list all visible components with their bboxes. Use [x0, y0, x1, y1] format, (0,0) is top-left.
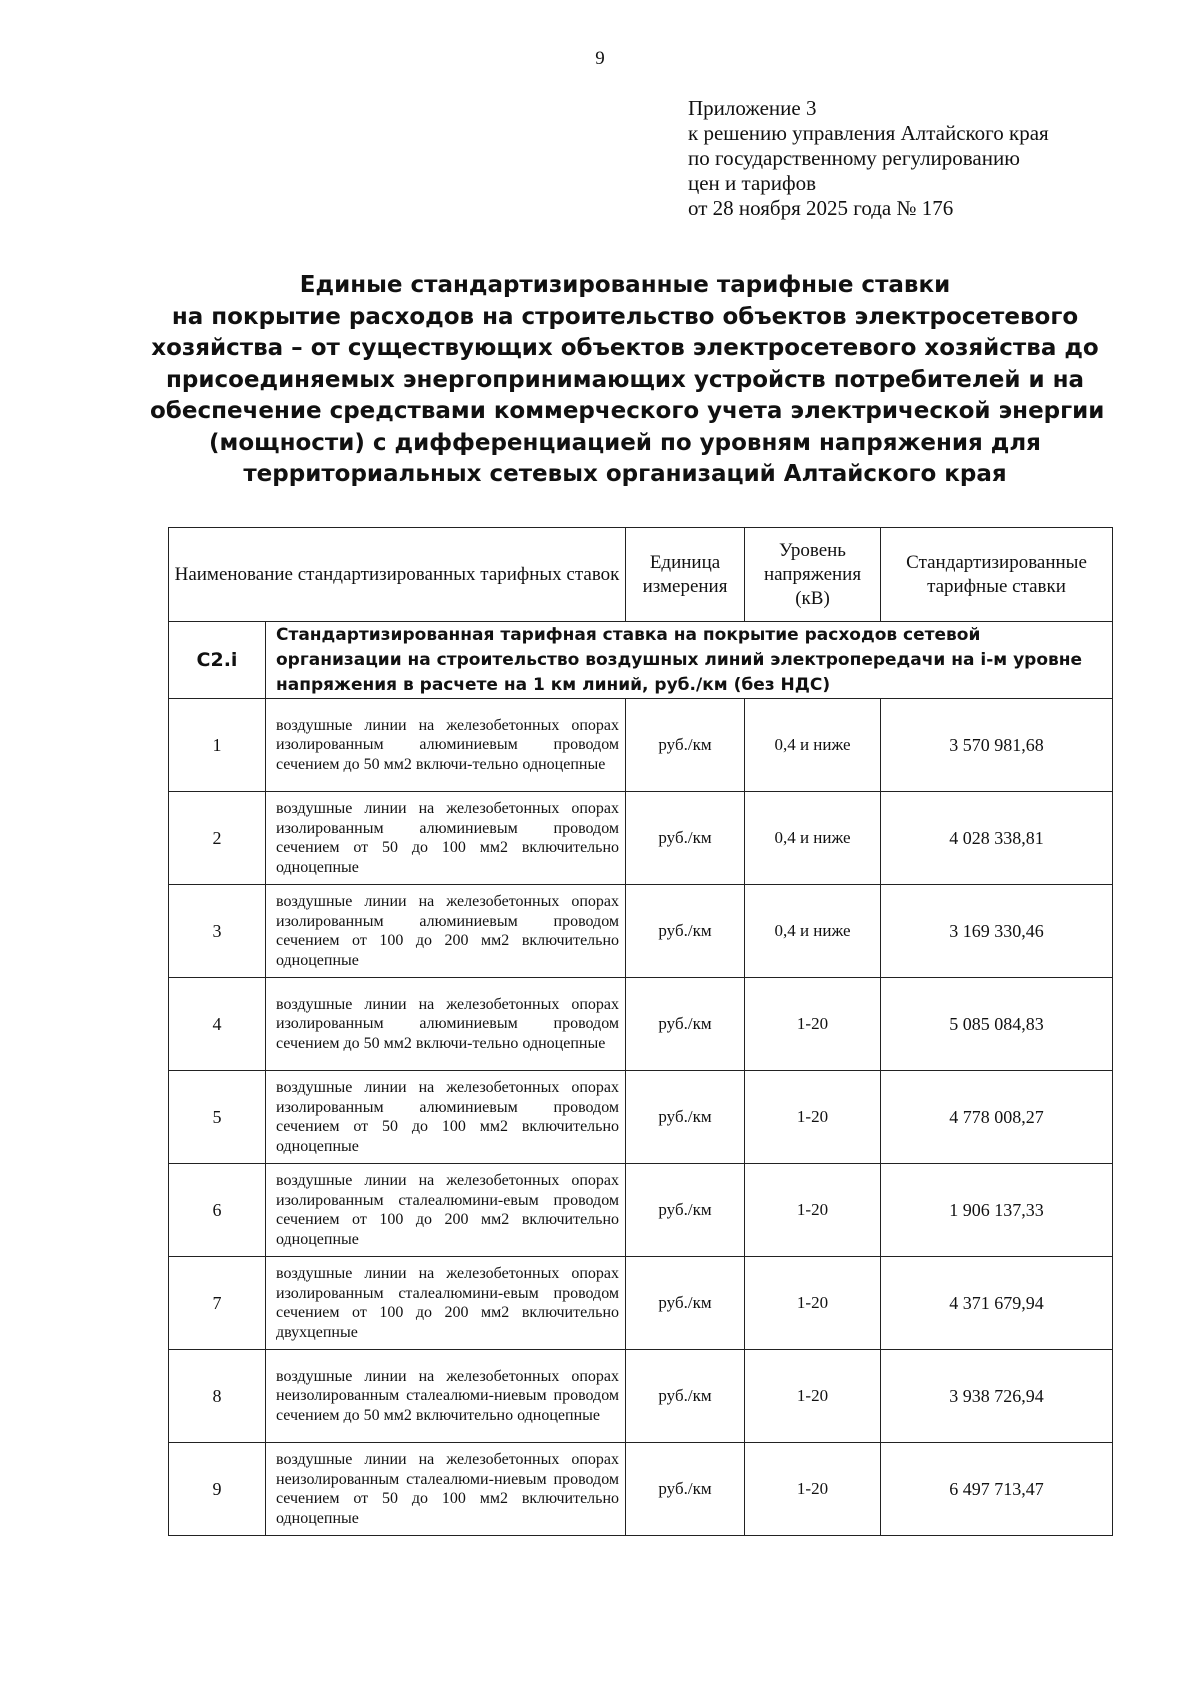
row-description: воздушные линии на железобетонных опорах изолированным сталеалюмини-евым проводом сечением от 100 до 200 мм2 включительно двухцепные: [266, 1257, 626, 1350]
row-rate-value: 4 371 679,94: [881, 1257, 1113, 1350]
section-title-line: напряжения в расчете на 1 км линий, руб./км (без НДС): [276, 674, 831, 695]
row-voltage: 1-20: [745, 1257, 881, 1350]
title-line: территориальных сетевых организаций Алтайского края: [243, 461, 1007, 487]
appendix-line: цен и тарифов: [688, 171, 817, 195]
row-unit: руб./км: [626, 978, 745, 1071]
appendix-line: Приложение 3: [688, 96, 817, 120]
row-voltage: 1-20: [745, 1071, 881, 1164]
header-name: Наименование стандартизированных тарифных ставок: [169, 528, 626, 622]
row-number: 2: [169, 792, 266, 885]
table-row: [169, 978, 1113, 1071]
row-description: воздушные линии на железобетонных опорах изолированным алюминиевым проводом сечением до 50 мм2 включи-тельно одноцепные: [266, 699, 626, 792]
title-line: (мощности) с дифференциацией по уровням напряжения для: [209, 429, 1041, 456]
appendix-line: от 28 ноября 2025 года № 176: [688, 196, 954, 220]
row-number: 8: [169, 1350, 266, 1443]
row-description: воздушные линии на железобетонных опорах изолированным алюминиевым проводом сечением до 50 мм2 включи-тельно одноцепные: [266, 978, 626, 1071]
row-description: воздушные линии на железобетонных опорах неизолированным сталеалюми-ниевым проводом сечением до 50 мм2 включительно одноцепные: [266, 1350, 626, 1443]
title-line: на покрытие расходов на строительство объектов электросетевого: [171, 303, 1079, 330]
row-unit: руб./км: [626, 699, 745, 792]
table-row: [169, 1164, 1113, 1257]
row-voltage: 0,4 и ниже: [745, 699, 881, 792]
row-rate-value: 3 938 726,94: [881, 1350, 1113, 1443]
header-rates: Стандартизированные тарифные ставки: [881, 528, 1113, 622]
row-number: 9: [169, 1443, 266, 1536]
section-title-line: Стандартизированная тарифная ставка на покрытие расходов сетевой: [276, 624, 981, 645]
row-unit: руб./км: [626, 885, 745, 978]
tariff-rates-table: [168, 527, 1113, 1536]
table-row: [169, 1350, 1113, 1443]
row-rate-value: 4 028 338,81: [881, 792, 1113, 885]
table-row: [169, 1443, 1113, 1536]
table-row: [169, 885, 1113, 978]
header-voltage: Уровень напряжения (кВ): [745, 528, 881, 622]
row-voltage: 0,4 и ниже: [745, 792, 881, 885]
row-unit: руб./км: [626, 1443, 745, 1536]
table-row: [169, 792, 1113, 885]
row-number: 6: [169, 1164, 266, 1257]
row-description: воздушные линии на железобетонных опорах изолированным сталеалюмини-евым проводом сечением от 100 до 200 мм2 включительно одноцепные: [266, 1164, 626, 1257]
row-number: 1: [169, 699, 266, 792]
row-number: 7: [169, 1257, 266, 1350]
section-title-line: организации на строительство воздушных линий электропередачи на i-м уровне: [276, 649, 1083, 670]
title-line: присоединяемых энергопринимающих устройств потребителей и на: [165, 366, 1084, 393]
row-voltage: 1-20: [745, 978, 881, 1071]
row-number: 3: [169, 885, 266, 978]
title-line: обеспечение средствами коммерческого учета электрической энергии: [150, 398, 1105, 424]
row-rate-value: 5 085 084,83: [881, 978, 1113, 1071]
section-row: [169, 622, 1113, 699]
row-unit: руб./км: [626, 1257, 745, 1350]
header-unit: Единица измерения: [626, 528, 745, 622]
appendix-line: к решению управления Алтайского края: [688, 121, 1049, 145]
row-rate-value: 1 906 137,33: [881, 1164, 1113, 1257]
row-voltage: 0,4 и ниже: [745, 885, 881, 978]
title-line: хозяйства – от существующих объектов электросетевого хозяйства до: [151, 335, 1099, 361]
row-rate-value: 4 778 008,27: [881, 1071, 1113, 1164]
row-unit: руб./км: [626, 1071, 745, 1164]
row-unit: руб./км: [626, 1350, 745, 1443]
row-description: воздушные линии на железобетонных опорах изолированным алюминиевым проводом сечением от 50 до 100 мм2 включительно одноцепные: [266, 1071, 626, 1164]
appendix-block: [688, 96, 1049, 221]
row-number: 5: [169, 1071, 266, 1164]
section-title: [266, 622, 1113, 699]
title-line: Единые стандартизированные тарифные ставки: [299, 272, 951, 298]
section-code: C2.i: [169, 622, 266, 699]
appendix-line: по государственному регулированию: [688, 146, 1020, 170]
row-unit: руб./км: [626, 1164, 745, 1257]
row-voltage: 1-20: [745, 1164, 881, 1257]
row-rate-value: 6 497 713,47: [881, 1443, 1113, 1536]
table-header-row: [169, 528, 1113, 622]
row-rate-value: 3 570 981,68: [881, 699, 1113, 792]
row-voltage: 1-20: [745, 1350, 881, 1443]
row-description: воздушные линии на железобетонных опорах изолированным алюминиевым проводом сечением от 100 до 200 мм2 включительно одноцепные: [266, 885, 626, 978]
row-description: воздушные линии на железобетонных опорах неизолированным сталеалюми-ниевым проводом сечением от 50 до 100 мм2 включительно одноцепные: [266, 1443, 626, 1536]
row-description: воздушные линии на железобетонных опорах изолированным алюминиевым проводом сечением от 50 до 100 мм2 включительно одноцепные: [266, 792, 626, 885]
row-rate-value: 3 169 330,46: [881, 885, 1113, 978]
row-number: 4: [169, 978, 266, 1071]
row-unit: руб./км: [626, 792, 745, 885]
table-row: [169, 1071, 1113, 1164]
page-number: 9: [595, 48, 605, 69]
table-row: [169, 699, 1113, 792]
row-voltage: 1-20: [745, 1443, 881, 1536]
document-title: [150, 270, 1105, 491]
table-row: [169, 1257, 1113, 1350]
